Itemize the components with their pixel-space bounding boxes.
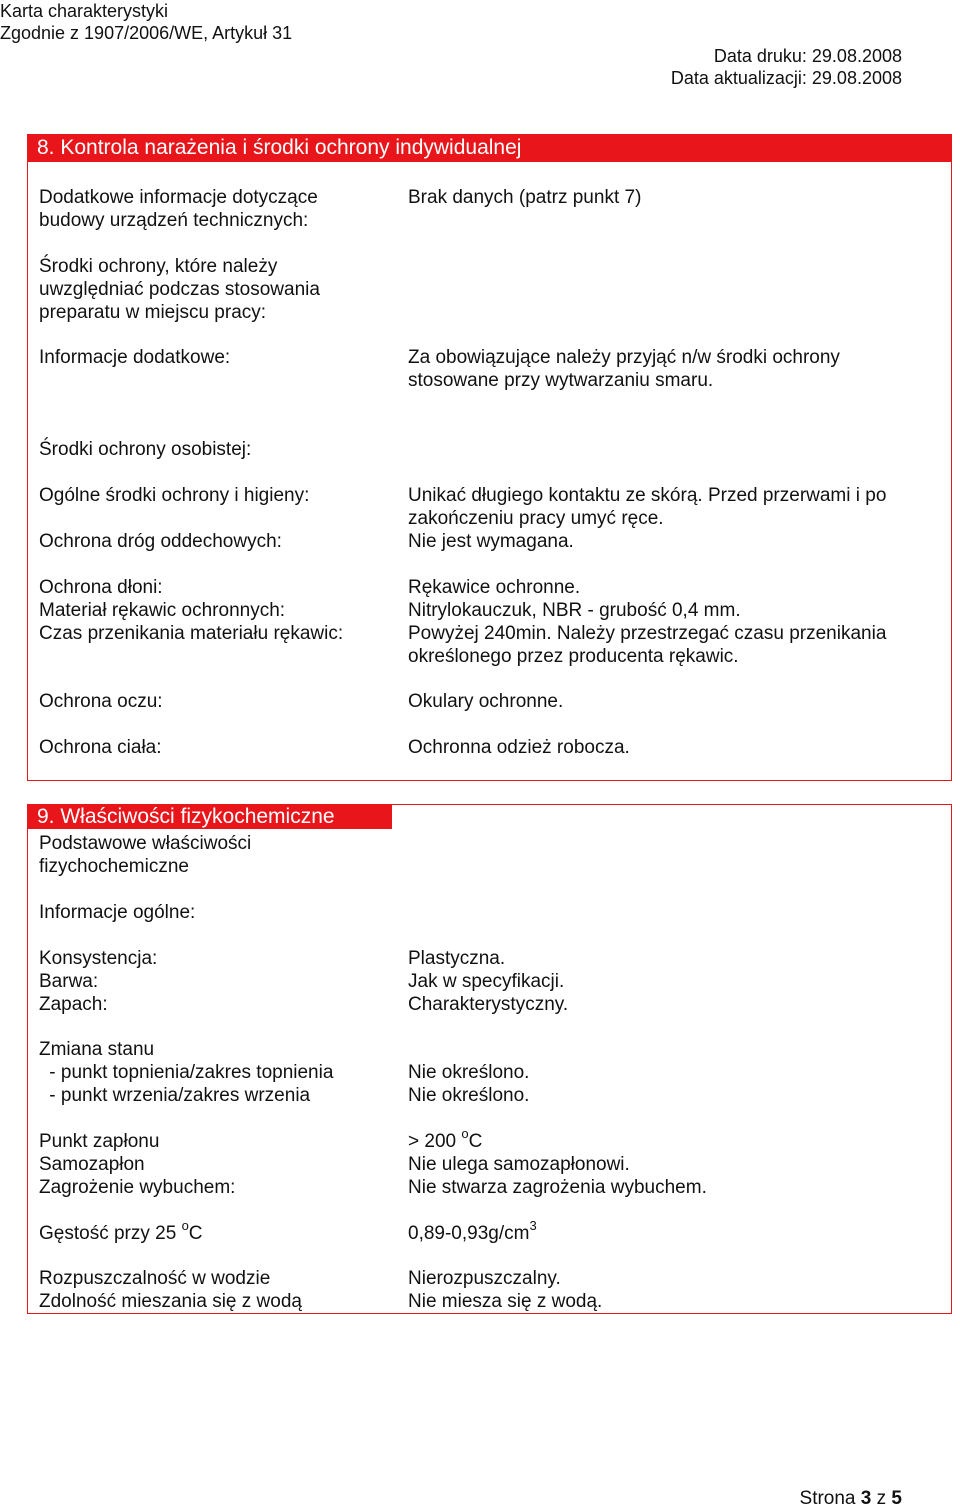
page-prefix: Strona [799,1488,861,1509]
breakthrough-time-label: Czas przenikania materiału rękawic: [39,623,344,644]
flash-point-degree: o [461,1125,469,1141]
page-total: 5 [891,1488,902,1509]
flash-point-value-number: > 200 [408,1131,462,1152]
flash-point-label: Punkt zapłonu [39,1131,160,1152]
flash-point-unit: C [468,1131,483,1152]
basic-properties-heading-line2: fizychochemiczne [39,856,189,877]
water-miscibility-value: Nie miesza się z wodą. [408,1291,603,1312]
section-9-title-row [27,804,952,829]
color-label: Barwa: [39,971,99,992]
odor-value: Charakterystyczny. [408,994,569,1015]
section-9-title: 9. Właściwości fizykochemiczne [27,804,392,829]
additional-info-value-line1: Za obowiązujące należy przyjąć n/w środki ochrony [408,347,840,368]
autoignition-value: Nie ulega samozapłonowi. [408,1154,630,1175]
consistency-label: Konsystencja: [39,948,158,969]
personal-protection-heading: Środki ochrony osobistej: [39,439,252,460]
page-current: 3 [860,1488,872,1509]
document-title: Karta charakterystyki [0,1,169,21]
water-solubility-value: Nierozpuszczalny. [408,1268,561,1289]
basic-properties-heading-line1: Podstawowe właściwości [39,833,252,854]
flash-point-value [408,1125,483,1153]
density-label-degree: o [181,1217,189,1233]
density-value-text: 0,89-0,93g/cm [408,1223,530,1244]
tech-info-label-line1: Dodatkowe informacje dotyczące [39,187,318,208]
section-8-title: 8. Kontrola narażenia i środki ochrony indywidualnej [27,134,952,162]
density-label-unit: C [188,1223,203,1244]
water-solubility-label: Rozpuszczalność w wodzie [39,1268,271,1289]
breakthrough-time-value-line2: określonego przez producenta rękawic. [408,646,739,667]
hand-protection-value: Rękawice ochronne. [408,577,581,598]
odor-label: Zapach: [39,994,108,1015]
density-value-exponent: 3 [529,1217,537,1233]
breakthrough-time-value-line1: Powyżej 240min. Należy przestrzegać czasu przenikania [408,623,887,644]
density-label-text: Gęstość przy 25 [39,1223,182,1244]
workplace-measures-label-line3: preparatu w miejscu pracy: [39,302,267,323]
state-change-label: Zmiana stanu [39,1039,155,1060]
boiling-point-value: Nie określono. [408,1085,530,1106]
page-number [800,1487,902,1510]
density-value [408,1217,537,1245]
additional-info-label: Informacje dodatkowe: [39,347,231,368]
glove-material-value: Nitrylokauczuk, NBR - grubość 0,4 mm. [408,600,741,621]
melting-point-label: - punkt topnienia/zakres topnienia [44,1062,334,1083]
color-value: Jak w specyfikacji. [408,971,565,992]
workplace-measures-label-line1: Środki ochrony, które należy [39,256,278,277]
general-info-heading: Informacje ogólne: [39,902,196,923]
eye-protection-label: Ochrona oczu: [39,691,163,712]
explosion-hazard-value: Nie stwarza zagrożenia wybuchem. [408,1177,707,1198]
body-protection-value: Ochronna odzież robocza. [408,737,630,758]
eye-protection-value: Okulary ochronne. [408,691,564,712]
respiratory-protection-value: Nie jest wymagana. [408,531,574,552]
additional-info-value-line2: stosowane przy wytwarzaniu smaru. [408,370,714,391]
regulation-reference: Zgodnie z 1907/2006/WE, Artykuł 31 [0,23,293,43]
page-separator: z [871,1488,892,1509]
respiratory-protection-label: Ochrona dróg oddechowych: [39,531,282,552]
water-miscibility-label: Zdolność mieszania się z wodą [39,1291,302,1312]
body-protection-label: Ochrona ciała: [39,737,162,758]
autoignition-label: Samozapłon [39,1154,145,1175]
melting-point-value: Nie określono. [408,1062,530,1083]
general-hygiene-value-line1: Unikać długiego kontaktu ze skórą. Przed przerwami i po [408,485,887,506]
tech-info-value: Brak danych (patrz punkt 7) [408,187,642,208]
workplace-measures-label-line2: uwzględniać podczas stosowania [39,279,320,300]
general-hygiene-label: Ogólne środki ochrony i higieny: [39,485,310,506]
general-hygiene-value-line2: zakończeniu pracy umyć ręce. [408,508,664,529]
update-date: Data aktualizacji: 29.08.2008 [670,68,902,88]
tech-info-label-line2: budowy urządzeń technicznych: [39,210,309,231]
consistency-value: Plastyczna. [408,948,506,969]
hand-protection-label: Ochrona dłoni: [39,577,163,598]
boiling-point-label: - punkt wrzenia/zakres wrzenia [44,1085,311,1106]
print-date: Data druku: 29.08.2008 [713,46,902,66]
glove-material-label: Materiał rękawic ochronnych: [39,600,286,621]
density-label [39,1217,203,1245]
explosion-hazard-label: Zagrożenie wybuchem: [39,1177,236,1198]
